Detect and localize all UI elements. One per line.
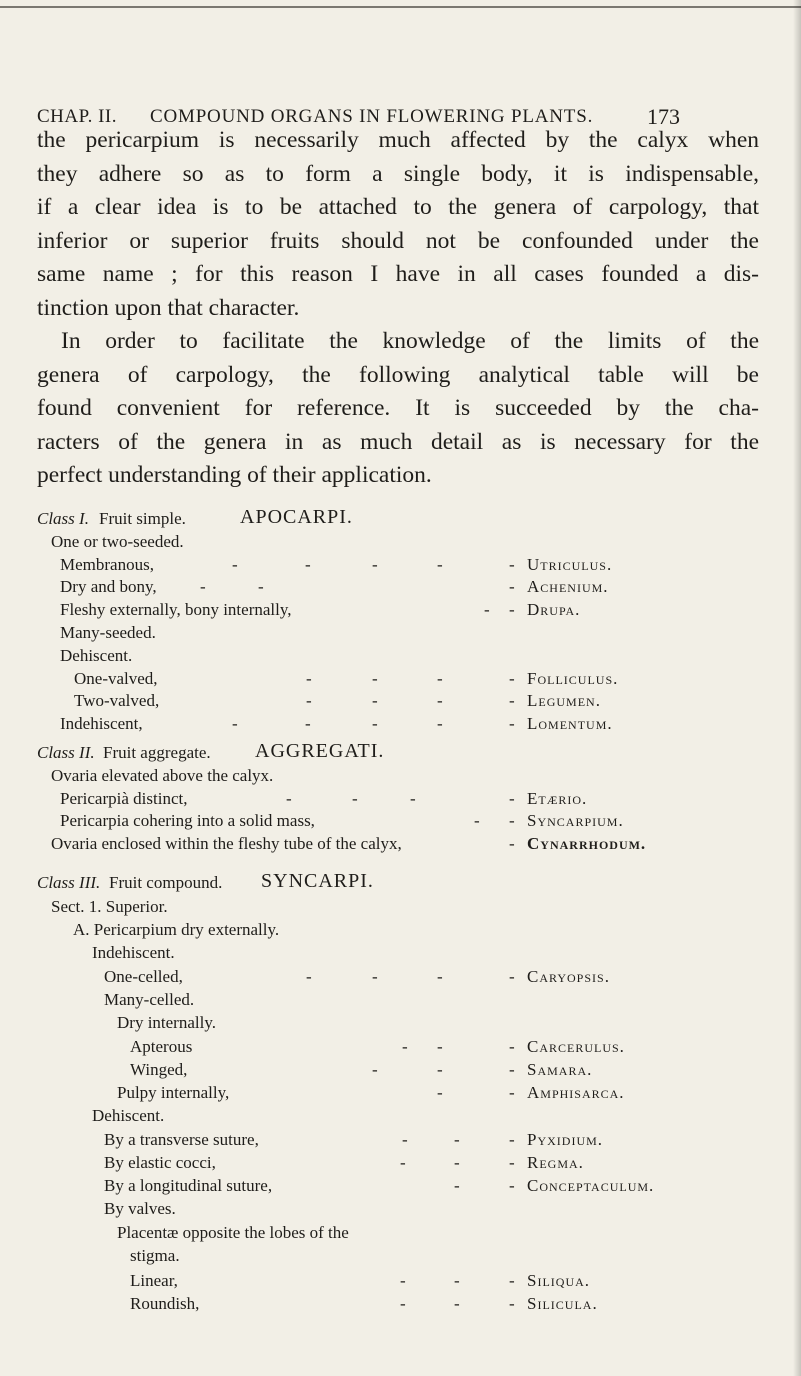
genus-name: Lomentum. [527,714,613,733]
text-line: perfect understanding of their application. [37,462,432,488]
book-page: CHAP. II. COMPOUND ORGANS IN FLOWERING PLANTS. 173 the pericarpium is necessarily much affected by the calyx when they adhere so as to form a single body, it is indispensable, if a clear idea is to be attached to the genera of carpology, that inferior or superior fruits should not be confounded under the same name ; for this reason I have in all cases founded a dis- tinction upon that character. In order to facilitate the knowledge of the limits of the genera of carpology, the following analytical table will be found convenient for reference. It is succeeded by the cha- racters of the genera in as much detail as is necessary for the perfect understanding of their application. Class I. Fruit simple. APOCARPI. One or two-seeded. Membranous, - - - - - Utriculus. Dry and bony, - - - Achenium. Fleshy externally, bony internally, - - Drupa. Many-seeded. Dehiscent. One-valved, - - - - Folliculus. Two-valved, - - - - Legumen. Indehiscent, - - - - - Lomentum. Class II. Fruit aggregate. AGGREGATI. Ovaria elevated above the calyx. Pericarpià distinct, - - - - Etærio. Pericarpia cohering into a solid mass, - - Syncarpium. Ovaria enclosed within the fleshy tube of the calyx, - Cynarrhodum. Class III. Fruit compound. SYNCARPI. Sect. 1. Superior. A. Pericarpium dry externally. Indehiscent. One-celled, - - - - Caryopsis. Many-celled. Dry internally. Apterous - - - Carcerulus. Winged, - - - Samara. Pulpy internally, - - Amphisarca. Dehiscent. By a transverse suture, - - - Pyxidium. By elastic cocci, - - - Regma. By a longitudinal suture, - - Conceptaculum. By valves. Placentæ opposite the lobes of the stigma. Linear, - - - Siliqua. Roundish, - - - Silicula. [0,0,801,1376]
table-entry: One-valved, - - - - Folliculus. [74,669,619,688]
class-description: Fruit simple. [99,509,186,528]
text-line: tinction upon that character. [37,294,300,321]
text-line: the pericarpium is necessarily much affected by the calyx when [37,127,759,153]
genus-name: Cynarrhodum. [527,834,647,853]
table-entry: Winged, - - - Samara. [130,1060,593,1079]
genus-name: Pyxidium. [527,1130,604,1149]
genus-name: Carcerulus. [527,1037,625,1056]
chapter-label: CHAP. II. [37,106,117,127]
text-line: same name ; for this reason I have in all cases founded a dis- [37,261,759,287]
paragraph-1 [37,124,759,325]
class-group: APOCARPI. [240,506,353,528]
table-entry: Two-valved, - - - - Legumen. [74,691,601,710]
table-entry: Membranous, - - - - - Utriculus. [60,555,613,574]
class-group: SYNCARPI. [261,870,374,892]
table-entry: Linear, - - - Siliqua. [130,1271,591,1290]
table-entry: By elastic cocci, - - - Regma. [104,1153,584,1172]
table-entry: By a longitudinal suture, - - Conceptaculum. [104,1176,655,1195]
genus-name: Samara. [527,1060,593,1079]
genus-name: Syncarpium. [527,811,624,830]
table-entry: Ovaria enclosed within the fleshy tube of the calyx, - Cynarrhodum. [51,834,647,853]
text-line: if a clear idea is to be attached to the genera of carpology, that [37,194,759,220]
table-entry: Pulpy internally, - - Amphisarca. [117,1083,625,1102]
table-entry: Fleshy externally, bony internally, - - Drupa. [60,600,581,619]
text-line: In order to facilitate the knowledge of the limits of the [61,328,759,354]
class-description: Fruit aggregate. [103,743,211,762]
text-line: they adhere so as to form a single body, it is indispensable, [37,160,759,187]
genus-name: Conceptaculum. [527,1176,655,1195]
table-entry: Roundish, - - - Silicula. [130,1294,598,1313]
chapter-title: COMPOUND ORGANS IN FLOWERING PLANTS. [150,106,594,127]
class-label: Class II. [37,743,95,762]
text-line: found convenient for reference. It is succeeded by the cha- [37,395,759,421]
genus-name: Siliqua. [527,1271,591,1290]
genus-name: Amphisarca. [527,1083,625,1102]
genus-name: Achenium. [527,577,609,596]
genus-name: Regma. [527,1153,584,1172]
genus-name: Drupa. [527,600,581,619]
page-number: 173 [647,104,680,129]
table-entry: By a transverse suture, - - - Pyxidium. [104,1130,604,1149]
class-label: Class III. [37,873,101,892]
text-line: inferior or superior fruits should not be confounded under the [37,227,759,254]
class-description: Fruit compound. [109,873,223,892]
genus-name: Folliculus. [527,669,619,688]
genus-name: Caryopsis. [527,967,610,986]
text-line: genera of carpology, the following analytical table will be [37,361,759,388]
table-entry: Apterous - - - Carcerulus. [130,1037,625,1056]
genus-name: Legumen. [527,691,601,710]
top-rule [0,6,801,8]
genus-name: Silicula. [527,1294,598,1313]
class-group: AGGREGATI. [255,740,385,762]
table-entry: Dry and bony, - - - Achenium. [60,577,609,596]
table-entry: Indehiscent, - - - - - Lomentum. [60,714,613,733]
table-entry: One-celled, - - - - Caryopsis. [104,967,610,986]
paragraph-2 [37,325,759,493]
genus-name: Utriculus. [527,555,613,574]
body-text [37,124,759,493]
table-entry: Pericarpià distinct, - - - - Etærio. [60,789,588,808]
class-label: Class I. [37,509,89,528]
table-entry: Pericarpia cohering into a solid mass, - - Syncarpium. [60,811,624,830]
text-line: racters of the genera in as much detail as is necessary for the [37,428,759,455]
genus-name: Etærio. [527,789,588,808]
